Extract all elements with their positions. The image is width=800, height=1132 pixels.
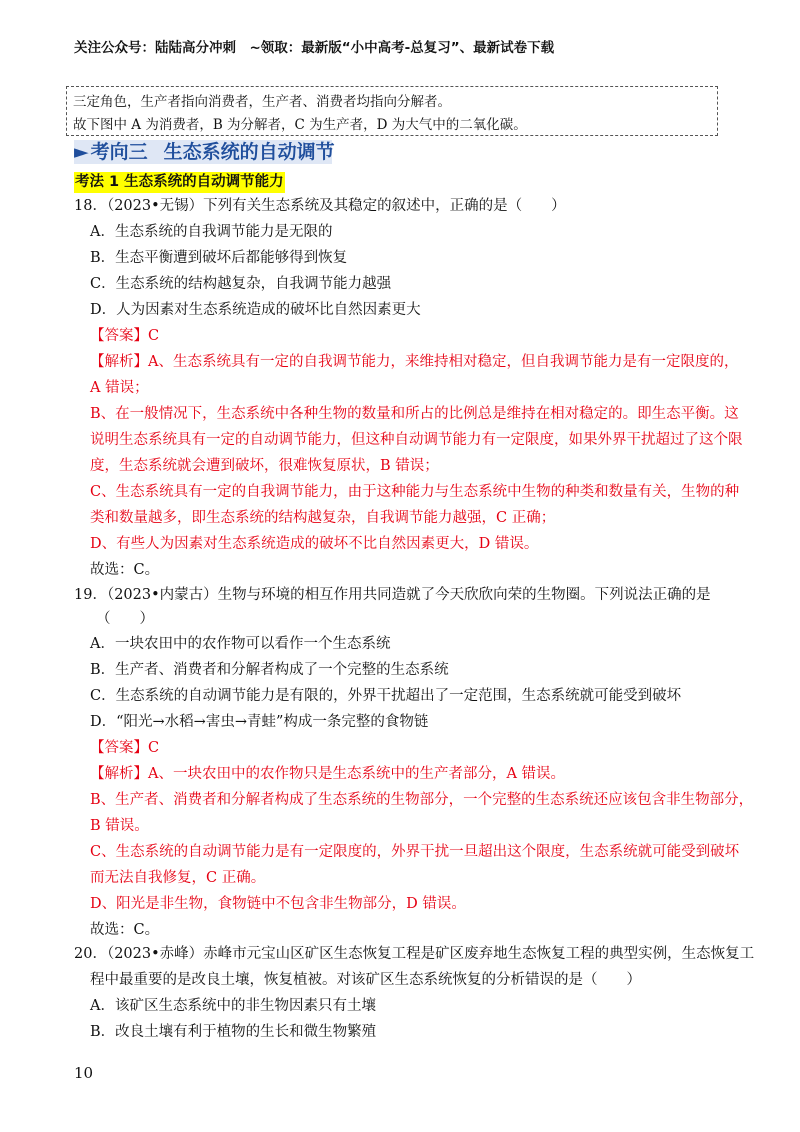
box-line: 故下图中 A 为消费者，B 为分解者，C 为生产者，D 为大气中的二氧化碳。 xyxy=(73,117,527,133)
option: B．改良土壤有利于植物的生长和微生物繁殖 xyxy=(90,1024,377,1040)
analysis-line: 【解析】A、一块农田中的农作物只是生态系统中的生产者部分，A 错误。 xyxy=(90,766,566,782)
question-stem: 18．（2023•无锡）下列有关生态系统及其稳定的叙述中，正确的是（ ） xyxy=(74,198,566,214)
method-label: 考法 1 生态系统的自动调节能力 xyxy=(74,172,285,193)
section-title xyxy=(74,140,335,164)
analysis-line: B、生产者、消费者和分解者构成了生态系统的生物部分，一个完整的生态系统还应该包含非生物部分， xyxy=(90,792,754,808)
analysis-line: 度，生态系统就会遭到破坏，很难恢复原状，B 错误； xyxy=(90,458,439,474)
option: B．生态平衡遭到破坏后都能够得到恢复 xyxy=(90,250,348,266)
analysis-line: B、在一般情况下，生态系统中各种生物的数量和所占的比例总是维持在相对稳定的。即生态平衡。这 xyxy=(90,406,739,422)
page-number: 10 xyxy=(74,1064,94,1082)
analysis-line: C、生态系统具有一定的自我调节能力，由于这种能力与生态系统中生物的种类和数量有关，生物的种 xyxy=(90,484,740,500)
question-stem: （ ） xyxy=(96,611,154,627)
section-title-text: 生态系统的自动调节 xyxy=(163,141,335,163)
box-line: 三定角色，生产者指向消费者，生产者、消费者均指向分解者。 xyxy=(73,94,451,110)
analysis-line: B 错误。 xyxy=(90,818,149,834)
analysis-line: C、生态系统的自动调节能力是有一定限度的，外界干扰一旦超出这个限度，生态系统就可能受到破坏 xyxy=(90,844,740,860)
section-prefix: 考向三 xyxy=(90,141,148,163)
page-header: 关注公众号：陆陆高分冲刺 ~领取：最新版“小中高考-总复习”、最新试卷下载 xyxy=(74,40,555,56)
option: D．人为因素对生态系统造成的破坏比自然因素更大 xyxy=(90,302,421,318)
analysis-line: 【解析】A、生态系统具有一定的自我调节能力，来维持相对稳定，但自我调节能力是有一定限度的， xyxy=(90,354,739,370)
analysis-line: 说明生态系统具有一定的自动调节能力，但这种自动调节能力有一定限度，如果外界干扰超过了这个限 xyxy=(90,432,743,448)
conclusion: 故选：C。 xyxy=(90,922,160,938)
question-stem: 20．（2023•赤峰）赤峰市元宝山区矿区生态恢复工程是矿区废弃地生态恢复工程的典型实例，生态恢复工 xyxy=(74,946,755,962)
triangle-icon: ► xyxy=(74,141,89,163)
question-stem: 程中最重要的是改良土壤，恢复植被。对该矿区生态系统恢复的分析错误的是（ ） xyxy=(90,972,641,988)
option: A．生态系统的自我调节能力是无限的 xyxy=(90,224,333,240)
analysis-line: 类和数量越多，即生态系统的结构越复杂，自我调节能力越强，C 正确； xyxy=(90,510,556,526)
option: A．一块农田中的农作物可以看作一个生态系统 xyxy=(90,636,391,652)
analysis-line: D、有些人为因素对生态系统造成的破坏不比自然因素更大，D 错误。 xyxy=(90,536,539,552)
question-stem: 19．（2023•内蒙古）生物与环境的相互作用共同造就了今天欣欣向荣的生物圈。下列说法正确的是 xyxy=(74,587,711,603)
option: B．生产者、消费者和分解者构成了一个完整的生态系统 xyxy=(90,662,449,678)
option: C．生态系统的结构越复杂，自我调节能力越强 xyxy=(90,276,392,292)
option: C．生态系统的自动调节能力是有限的，外界干扰超出了一定范围，生态系统就可能受到破坏 xyxy=(90,688,682,704)
answer: 【答案】C xyxy=(90,740,160,756)
option: D．“阳光→水稻→害虫→青蛙”构成一条完整的食物链 xyxy=(90,714,429,730)
answer-box xyxy=(66,86,718,136)
analysis-line: D、阳光是非生物，食物链中不包含非生物部分，D 错误。 xyxy=(90,896,466,912)
conclusion: 故选：C。 xyxy=(90,562,160,578)
analysis-line: 而无法自我修复，C 正确。 xyxy=(90,870,266,886)
analysis-line: A 错误； xyxy=(90,380,149,396)
option: A．该矿区生态系统中的非生物因素只有土壤 xyxy=(90,998,376,1014)
answer: 【答案】C xyxy=(90,328,160,344)
